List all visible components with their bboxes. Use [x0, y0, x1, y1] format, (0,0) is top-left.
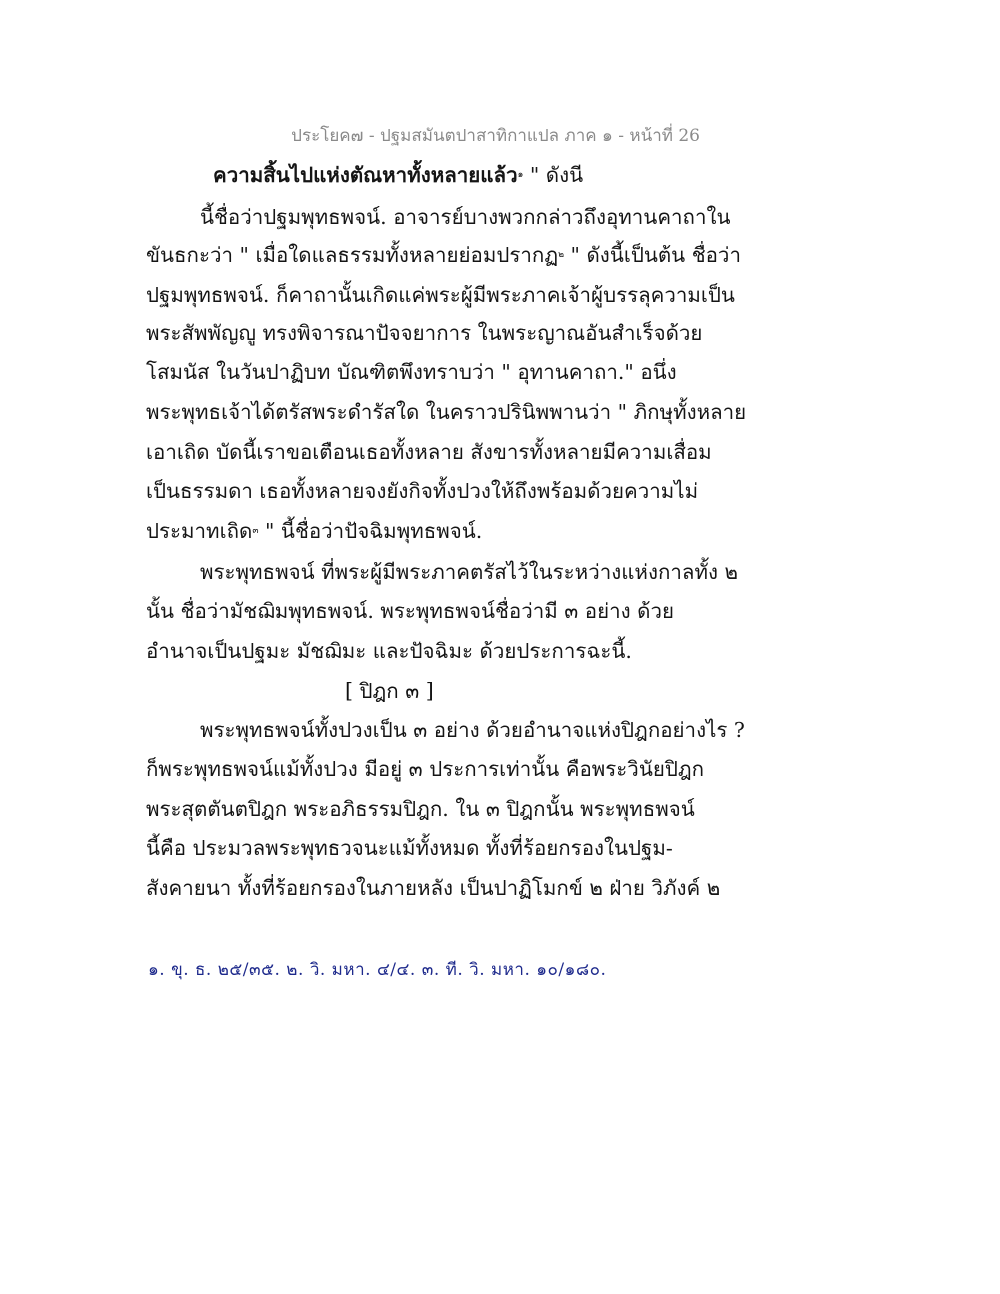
text-line-3: ปฐมพุทธพจน์. ก็คาถานั้นเกิดแค่พระผู้มีพระภาคเจ้าผู้บรรลุความเป็น [146, 283, 735, 307]
footnote-marker: ๒ [558, 250, 565, 260]
running-header: ประโยค๗ - ปฐมสมันตปาสาทิกาแปล ภาค ๑ - หน้าที่ 26 [291, 126, 700, 146]
text-line-6: พระพุทธเจ้าได้ตรัสพระดำรัสใด ในคราวปรินิพพานว่า " ภิกษุทั้งหลาย [146, 400, 747, 424]
text-line-14: ก็พระพุทธพจน์แม้ทั้งปวง มีอยู่ ๓ ประการเท่านั้น คือพระวินัยปิฎก [146, 757, 705, 781]
footnote-marker: ๑ [517, 170, 524, 180]
text-line-9 [146, 516, 482, 546]
text-segment: ขันธกะว่า " เมื่อใดแลธรรมทั้งหลายย่อมปรากฏ [146, 243, 559, 267]
text-line-10: พระพุทธพจน์ ที่พระผู้มีพระภาคตรัสไว้ในระหว่างแห่งกาลทั้ง ๒ [200, 560, 738, 584]
text-line-11: นั้น ชื่อว่ามัชฌิมพุทธพจน์. พระพุทธพจน์ชื่อว่ามี ๓ อย่าง ด้วย [146, 599, 674, 623]
text-line-15: พระสุตตันตปิฎก พระอภิธรรมปิฎก. ใน ๓ ปิฎกนั้น พระพุทธพจน์ [146, 797, 695, 821]
text-line-1: นี้ชื่อว่าปฐมพุทธพจน์. อาจารย์บางพวกกล่าวถึงอุทานคาถาใน [200, 205, 731, 229]
footnote-marker: ๓ [252, 526, 259, 536]
text-line-12: อำนาจเป็นปฐมะ มัชฌิมะ และปัจฉิมะ ด้วยประการฉะนี้. [146, 639, 632, 663]
text-segment: ประมาทเถิด [146, 519, 253, 543]
text-segment: " ดังนี [523, 163, 584, 187]
text-segment: " ดังนี้เป็นต้น ชื่อว่า [564, 243, 741, 267]
text-line-7: เอาเถิด บัดนี้เราขอเตือนเธอทั้งหลาย สังขารทั้งหลายมีความเสื่อม [146, 440, 712, 464]
text-line-8: เป็นธรรมดา เธอทั้งหลายจงยังกิจทั้งปวงให้ถึงพร้อมด้วยความไม่ [146, 479, 699, 503]
text-line-13: พระพุทธพจน์ทั้งปวงเป็น ๓ อย่าง ด้วยอำนาจแห่งปิฎกอย่างไร ? [200, 718, 745, 742]
text-line-5: โสมนัส ในวันปาฏิบท บัณฑิตพึงทราบว่า " อุทานคาถา." อนึ่ง [146, 360, 677, 384]
bold-phrase: ความสิ้นไปแห่งตัณหาทั้งหลายแล้ว [213, 163, 518, 187]
text-line-16: นี้คือ ประมวลพระพุทธวจนะแม้ทั้งหมด ทั้งที่ร้อยกรองในปฐม- [146, 836, 673, 860]
text-line-0 [213, 160, 583, 190]
text-line-2 [146, 240, 741, 270]
text-line-17: สังคายนา ทั้งที่ร้อยกรองในภายหลัง เป็นปาฏิโมกข์ ๒ ฝ่าย วิภังค์ ๒ [146, 876, 721, 900]
text-line-4: พระสัพพัญญู ทรงพิจารณาปัจจยาการ ในพระญาณอันสำเร็จด้วย [146, 321, 703, 345]
section-heading: [ ปิฎก ๓ ] [345, 679, 434, 703]
text-segment: " นี้ชื่อว่าปัจฉิมพุทธพจน์. [258, 519, 483, 543]
footnotes: ๑. ขุ. ธ. ๒๕/๓๕. ๒. วิ. มหา. ๔/๔. ๓. ที. วิ. มหา. ๑๐/๑๘๐. [148, 960, 607, 980]
